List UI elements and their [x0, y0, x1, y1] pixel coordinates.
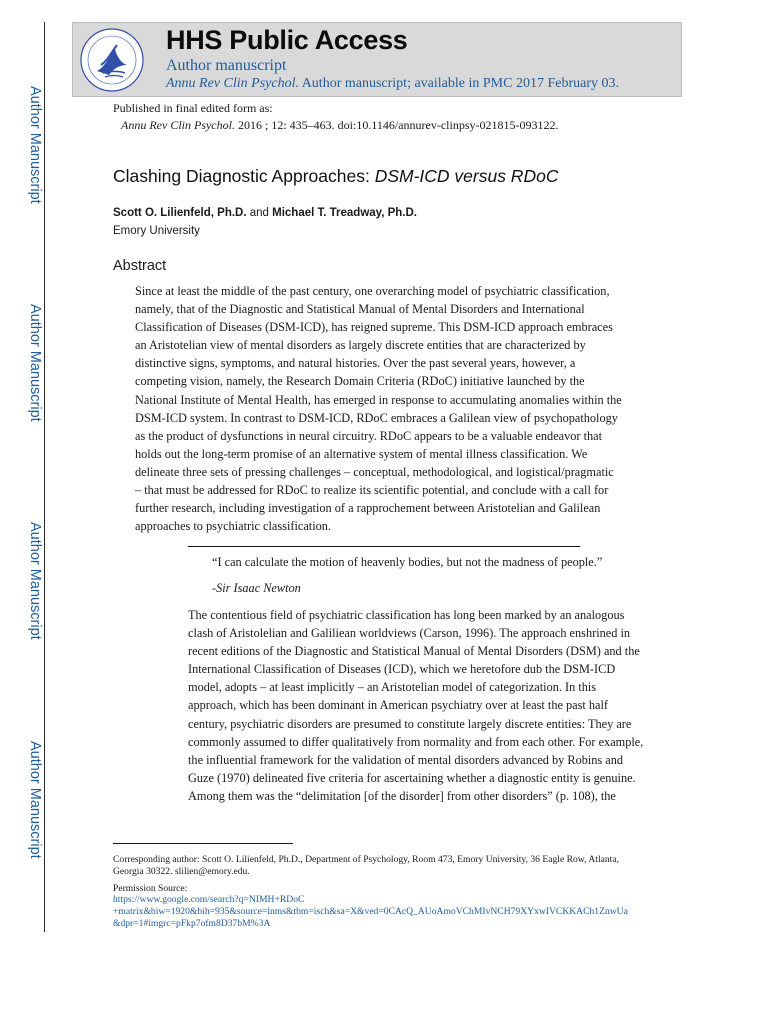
abstract-line: holds out the long-term promise of an alternative system of mental illness classification. We — [135, 446, 588, 461]
body-line: the influential framework for the validation of mental disorders advanced by Robins and — [188, 752, 624, 767]
epigraph-divider — [188, 546, 580, 547]
body-text — [188, 606, 658, 805]
side-label-author-manuscript: Author Manuscript — [27, 522, 43, 640]
permission-link[interactable]: +matrix&biw=1920&bih=935&source=lnms&tbm=isch&sa=X&ved=0CAcQ_AUoAmoVChMIvNCH79XYxwIVCKKACh1ZnwUa — [113, 906, 628, 918]
epigraph-quote: “I can calculate the motion of heavenly bodies, but not the madness of people.” — [212, 555, 603, 569]
hhs-eagle-logo-icon — [79, 27, 145, 93]
published-journal: Annu Rev Clin Psychol. — [121, 118, 235, 132]
published-reference — [121, 118, 559, 133]
title-plain: Clashing Diagnostic Approaches: — [113, 166, 375, 186]
article-title — [113, 166, 558, 187]
journal-name: Annu Rev Clin Psychol. — [166, 76, 299, 91]
hhs-subtitle: Author manuscript — [166, 57, 287, 74]
body-line: commonly assumed to differ qualitatively from normality and from each other. For example, — [188, 734, 644, 749]
correspondence-line: Georgia 30322. slilien@emory.edu. — [113, 865, 250, 877]
abstract-line: Classification of Diseases (DSM-ICD), has reigned supreme. This DSM-ICD approach embraces — [135, 320, 613, 335]
body-line: approach, which has been dominant in American psychiatry over at least the past half — [188, 698, 609, 713]
abstract-line: as the product of dysfunctions in neural circuitry. RDoC appears to be a valuable endeavor that — [135, 428, 603, 443]
permission-link[interactable]: https://www.google.com/search?q=NIMH+RDoC — [113, 894, 305, 906]
body-line: The contentious field of psychiatric classification has long been marked by an analogous — [188, 608, 625, 622]
body-line: model, adopts – at least implicitly – an Aristotelian model of categorization. In this — [188, 680, 597, 695]
epigraph-attribution: -Sir Isaac Newton — [212, 581, 301, 595]
footnote-divider — [113, 843, 293, 844]
body-line: clash of Aristolelian and Galiliean worldviews (Carson, 1996). The approach enshrined in — [188, 626, 631, 641]
published-details: 2016 ; 12: 435–463. doi:10.1146/annurev-clinpsy-021815-093122. — [234, 118, 559, 132]
abstract-line: National Institute of Mental Health, has emerged in response to accumulating anomalies within the — [135, 392, 622, 407]
side-label-author-manuscript: Author Manuscript — [27, 741, 43, 859]
body-line: Guze (1970) delineated five criteria for ascertaining whether a diagnostic entity is genuine. — [188, 770, 636, 785]
abstract-line: distinctive signs, symptoms, and natural histories. Over the past several years, however, a — [135, 356, 576, 371]
abstract-line: delineate three sets of pressing challenges – conceptual, methodological, and logistical/pragmatic — [135, 464, 614, 479]
abstract-heading: Abstract — [113, 258, 167, 274]
body-line: International Classification of Diseases (ICD), which we heretofore dub the DSM-ICD — [188, 662, 616, 677]
affiliation: Emory University — [113, 225, 200, 237]
abstract-line: approaches to psychiatric classification. — [135, 519, 331, 534]
authors-and: and — [246, 207, 273, 219]
correspondence-line: Corresponding author: Scott O. Lilienfeld, Ph.D., Department of Psychology, Room 473, Emory University, 36 Eagle Row, Atlanta, — [113, 854, 619, 865]
abstract-line: namely, that of the Diagnostic and Statistical Manual of Mental Disorders and International — [135, 302, 585, 317]
published-label: Published in final edited form as: — [113, 101, 273, 115]
permission-label: Permission Source: — [113, 882, 188, 894]
body-line: Among them was the “delimitation [of the disorder] from other disorders” (p. 108), the — [188, 788, 616, 803]
footnote — [113, 854, 673, 930]
hhs-header — [72, 22, 682, 97]
abstract-line: Since at least the middle of the past century, one overarching model of psychiatric classification, — [135, 284, 610, 298]
author-1: Scott O. Lilienfeld, Ph.D. — [113, 207, 247, 219]
body-line: recent editions of the Diagnostic and Statistical Manual of Mental Disorders (DSM) and the — [188, 644, 640, 659]
authors — [113, 207, 417, 219]
abstract-text — [135, 282, 630, 535]
abstract-line: – that must be addressed for RDoC to realize its scientific potential, and conclude with a call for — [135, 483, 609, 498]
permission-link[interactable]: &dpr=1#imgrc=pFkp7ofm8D37bM%3A — [113, 917, 271, 929]
margin-rule — [44, 22, 45, 932]
author-2: Michael T. Treadway, Ph.D. — [272, 207, 417, 219]
abstract-line: further research, including investigation of a rapprochement between Aristotelian and Galilean — [135, 501, 601, 516]
hhs-title: HHS Public Access — [166, 25, 408, 55]
side-label-author-manuscript: Author Manuscript — [27, 304, 43, 422]
title-italic: DSM-ICD versus RDoC — [374, 166, 559, 186]
side-label-author-manuscript: Author Manuscript — [27, 86, 43, 204]
hhs-citation — [166, 76, 619, 92]
abstract-line: competing vision, namely, the Research Domain Criteria (RDoC) initiative launched by the — [135, 374, 585, 389]
body-line: century, psychiatric disorders are presumed to constitute largely discrete entities: They are — [188, 716, 632, 731]
availability-text: Author manuscript; available in PMC 2017 February 03. — [298, 76, 619, 91]
abstract-line: an Aristotelian view of mental disorders as largely discrete entities that are characterized by — [135, 338, 586, 353]
abstract-line: DSM-ICD system. In contrast to DSM-ICD, RDoC embraces a Galilean view of psychopathology — [135, 410, 618, 425]
